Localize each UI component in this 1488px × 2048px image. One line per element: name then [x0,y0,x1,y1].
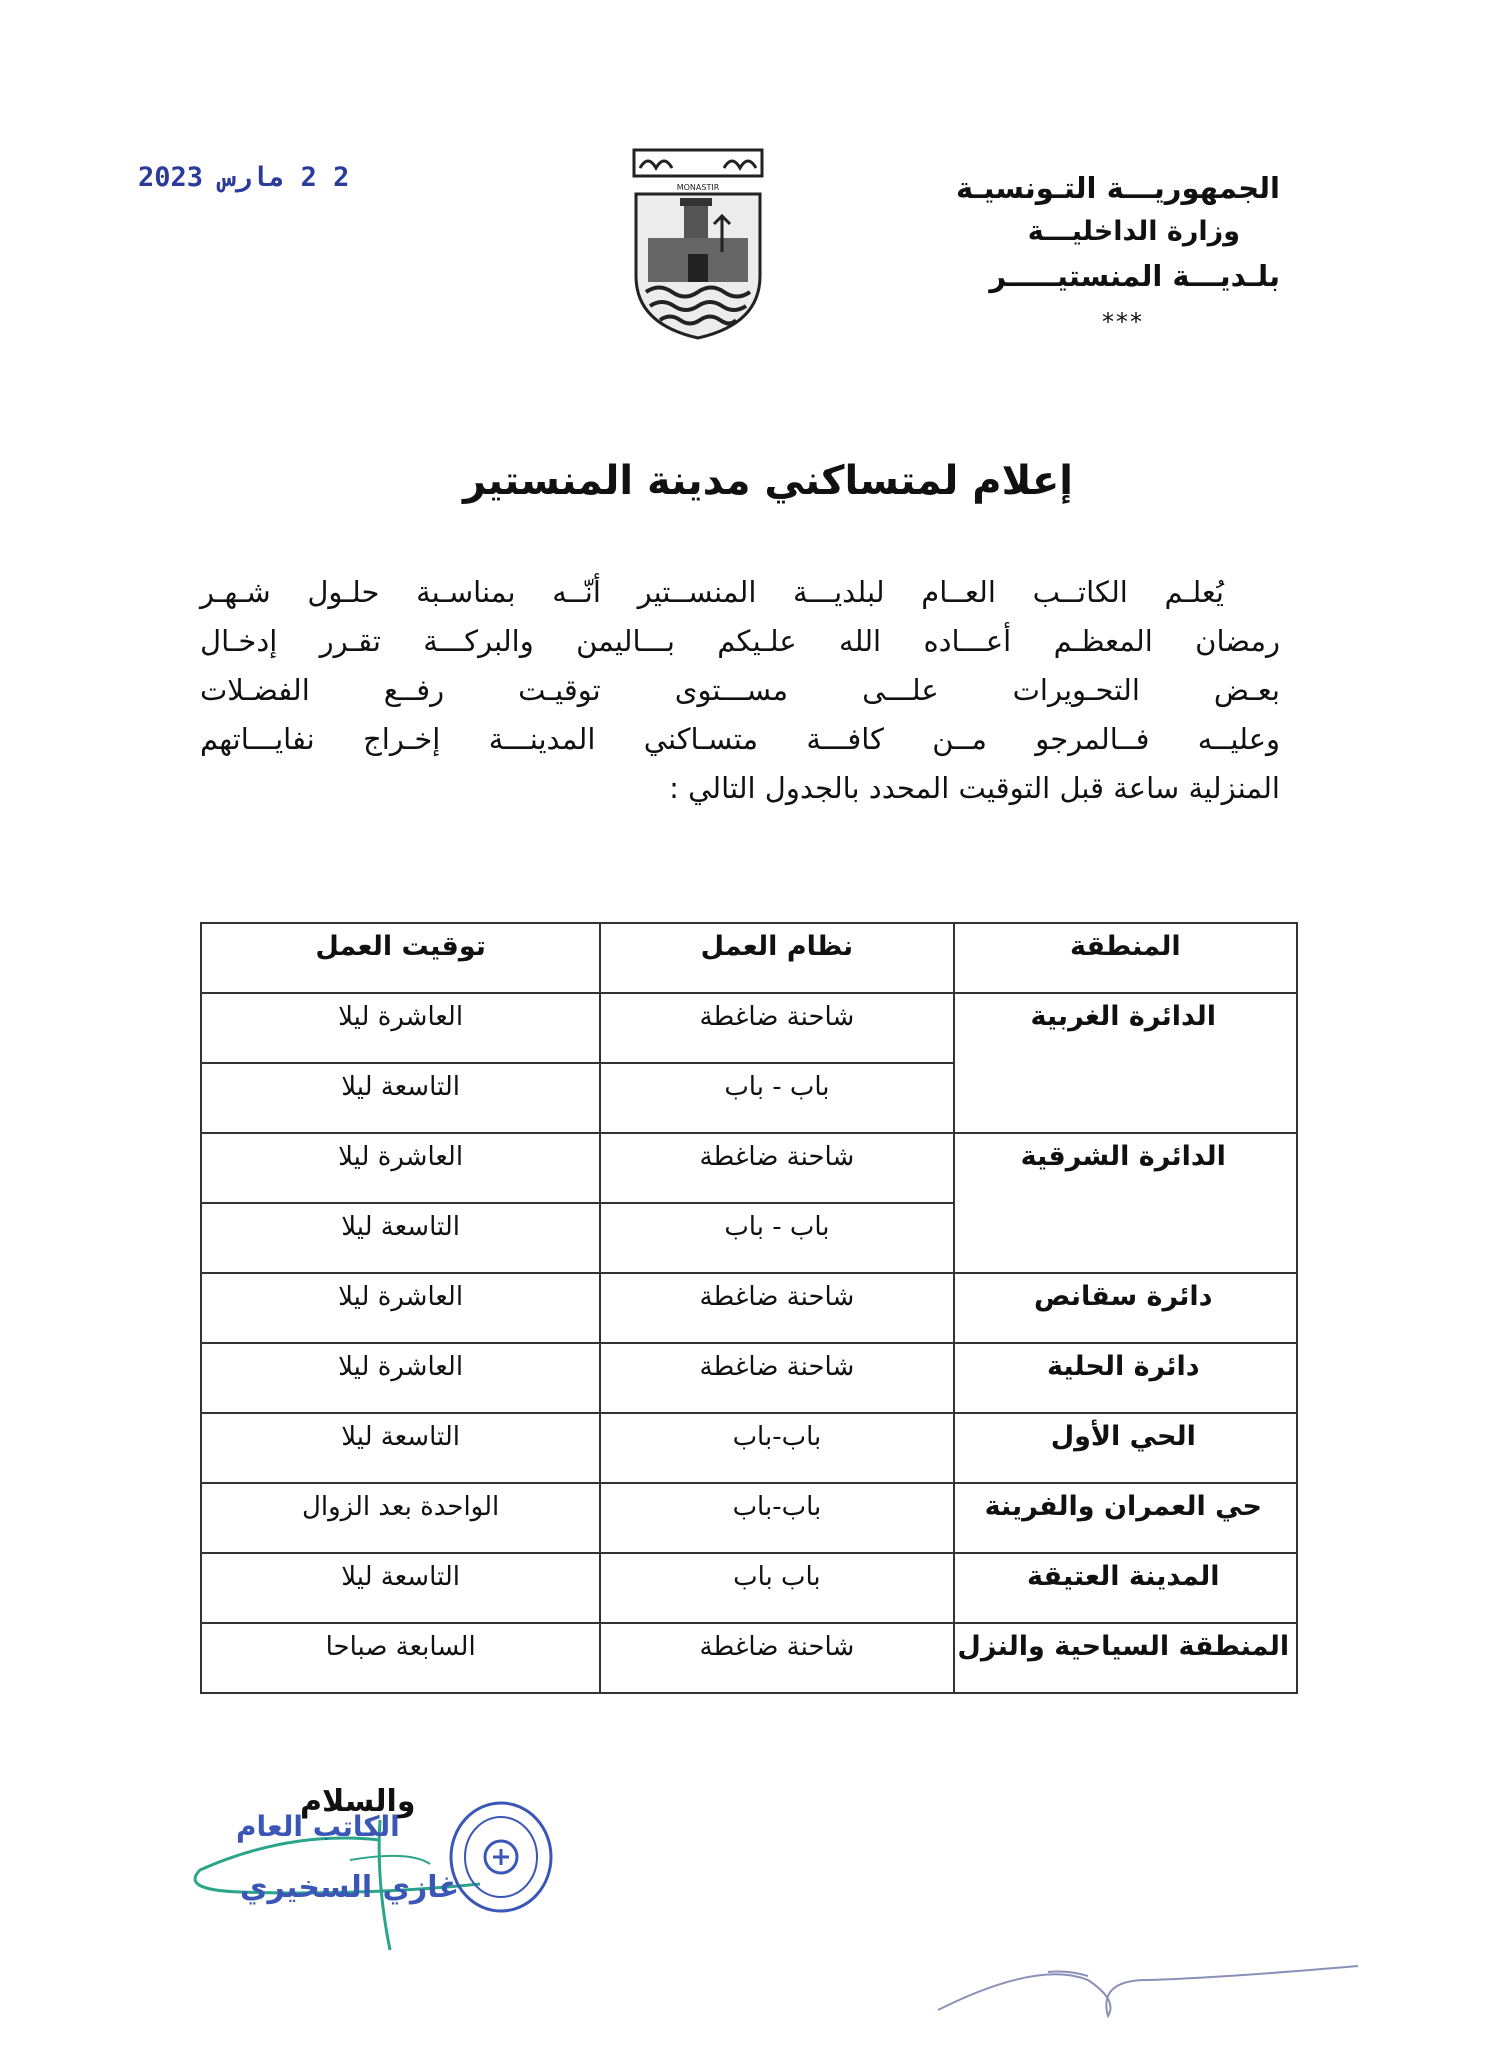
table-row [201,1553,1297,1623]
system-cell: باب-باب [600,1483,953,1553]
body-line: المنزلية ساعة قبل التوقيت المحدد بالجدول التالي : [669,771,1280,805]
header-zone: المنطقة [954,923,1297,993]
time-cell: الواحدة بعد الزوال [201,1483,600,1553]
ministry-name: وزارة الداخليـــة [1027,216,1240,247]
republic-name: الجمهوريـــة التـونسيـة [956,171,1280,205]
zone-cell: الحي الأول [954,1413,1297,1483]
system-cell: شاحنة ضاغطة [600,1343,953,1413]
time-cell: العاشرة ليلا [201,1133,600,1203]
notice-title-text: إعلام لمتساكني مدينة المنستير [462,458,1074,504]
official-seal-icon [448,1800,554,1914]
time-cell: التاسعة ليلا [201,1413,600,1483]
signatory-title: الكاتب العام [236,1810,400,1843]
body-line: بعـض التحـويرات علـــى مســـتوى توقيـت رفــع الفضـلات [200,673,1280,707]
header-system: نظام العمل [600,923,953,993]
table-header-row [201,923,1297,993]
header-stars: *** [1102,308,1144,336]
time-cell: السابعة صباحا [201,1623,600,1693]
date-stamp: 2 2 مارس 2023 [138,162,350,193]
system-cell: باب - باب [600,1203,953,1273]
zone-cell: المدينة العتيقة [954,1553,1297,1623]
zone-cell: دائرة الحلية [954,1343,1297,1413]
body-line: يُعلـم الكاتــب العــام لبلديـــة المنســتير أنّــه بمناسـبة حلـول شـهـر [200,575,1224,609]
table-row [201,993,1297,1063]
system-cell: شاحنة ضاغطة [600,993,953,1063]
time-cell: العاشرة ليلا [201,1343,600,1413]
system-cell: شاحنة ضاغطة [600,1273,953,1343]
body-line: وعليــه فــالمرجو مــن كافـــة متسـاكني المدينـــة إخـراج نفايـــاتهم [200,722,1280,756]
table-row [201,1413,1297,1483]
system-cell: باب-باب [600,1413,953,1483]
notice-body [200,568,1280,813]
system-cell: باب - باب [600,1063,953,1133]
notice-title [0,458,1488,504]
table-row [201,1623,1297,1693]
table-row [201,1343,1297,1413]
municipality-name: بلـديـــة المنستيـــــر [989,259,1280,293]
time-cell: التاسعة ليلا [201,1063,600,1133]
closing-salutation: والسلام [300,1784,416,1819]
collection-schedule-table [200,922,1298,1694]
letterhead [880,166,1280,298]
zone-cell: الدائرة الغربية [954,993,1297,1133]
system-cell: شاحنة ضاغطة [600,1133,953,1203]
body-line: رمضان المعظـم أعـــاده الله علـيكم بـــاليمن والبركـــة تقـرر إدخـال [200,624,1280,658]
table-row [201,1133,1297,1203]
table-row [201,1273,1297,1343]
time-cell: التاسعة ليلا [201,1203,600,1273]
system-cell: باب باب [600,1553,953,1623]
emblem-label: MONASTIR [676,183,720,192]
zone-cell: حي العمران والفرينة [954,1483,1297,1553]
monastir-emblem-icon [624,146,772,342]
time-cell: العاشرة ليلا [201,993,600,1063]
table-row [201,1483,1297,1553]
zone-cell: دائرة سقانص [954,1273,1297,1343]
zone-cell: المنطقة السياحية والنزل [954,1623,1297,1693]
system-cell: شاحنة ضاغطة [600,1623,953,1693]
header-time: توقيت العمل [201,923,600,993]
second-signature-icon [918,1920,1378,2040]
zone-cell: الدائرة الشرقية [954,1133,1297,1273]
time-cell: التاسعة ليلا [201,1553,600,1623]
time-cell: العاشرة ليلا [201,1273,600,1343]
signatory-name: غازي السخيري [240,1870,460,1905]
